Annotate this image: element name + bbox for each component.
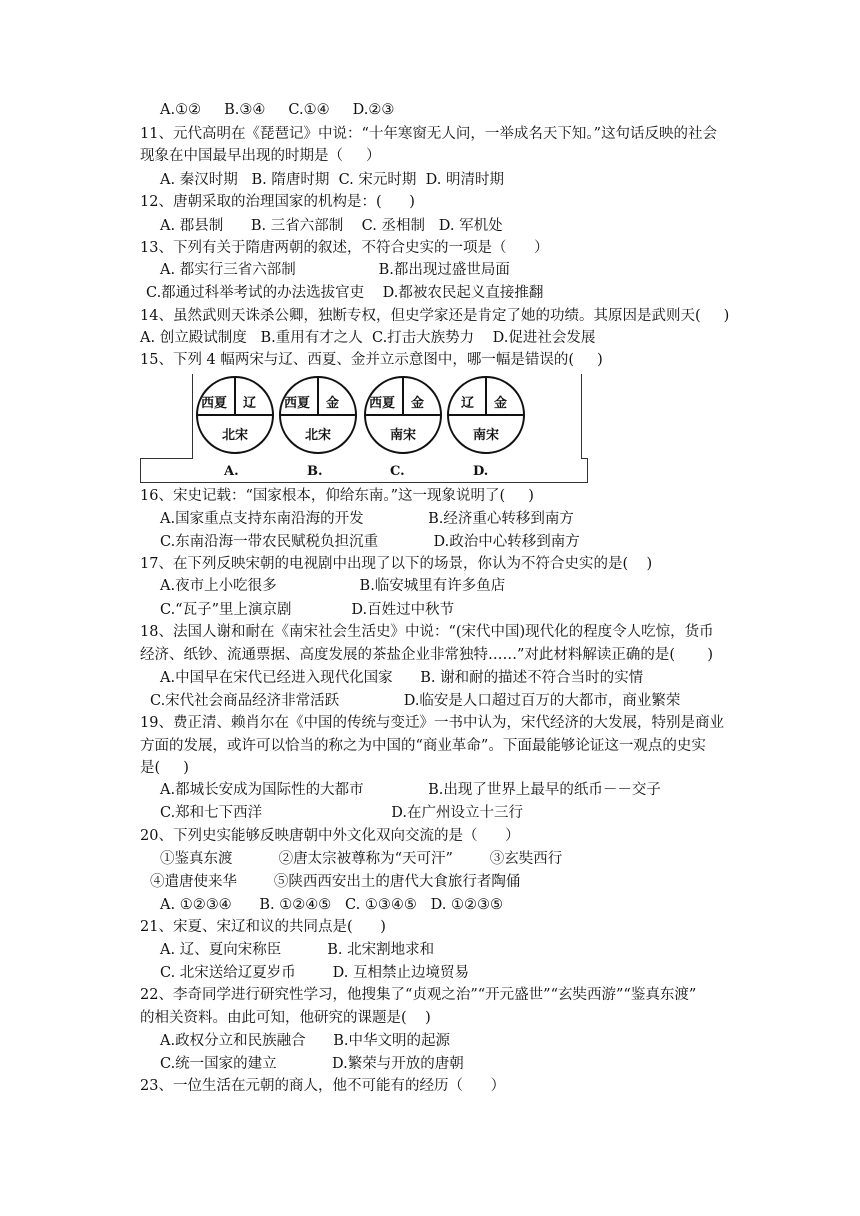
text-line: 20、下列史实能够反映唐朝中外文化双向交流的是（ ） — [140, 828, 520, 844]
text-line: C.都通过科举考试的办法选拔官吏 D.都被农民起义直接推翻 — [146, 285, 544, 301]
text-line: A. 辽、夏向宋称臣 B. 北宋割地求和 — [160, 942, 435, 958]
text-line: 11、元代高明在《琵琶记》中说：“十年寒窗无人问，一举成名天下知。”这句话反映的社会 — [140, 126, 718, 142]
text-line: 16、宋史记载：“国家根本，仰给东南。”这一现象说明了( ) — [140, 488, 534, 504]
circle-top-right-label: 金 — [494, 396, 508, 411]
text-line: 14、虽然武则天诛杀公卿，独断专权，但史学家还是肯定了她的功绩。其原因是武则天( ) — [140, 308, 730, 324]
text-line: 13、下列有关于隋唐两朝的叙述，不符合史实的一项是（ ） — [140, 240, 549, 256]
circle-top-right-label: 金 — [326, 396, 340, 411]
text-line: 23、一位生活在元朝的商人，他不可能有的经历（ ） — [140, 1078, 506, 1094]
text-line: 的相关资料。由此可知，他研究的课题是( ) — [140, 1010, 431, 1026]
circle-top-right-label: 金 — [411, 396, 425, 411]
circle-bottom-label: 南宋 — [390, 428, 417, 443]
text-line: C.“瓦子”里上演京剧 D.百姓过中秋节 — [160, 602, 455, 618]
text-line: C. 北宋送给辽夏岁币 D. 互相禁止边境贸易 — [160, 965, 469, 981]
text-line: 15、下列 4 幅两宋与辽、西夏、金并立示意图中，哪一幅是错误的( ) — [140, 352, 603, 368]
text-line: C.郑和七下西洋 D.在广州设立十三行 — [160, 805, 523, 821]
diagram-circle-c — [364, 376, 442, 454]
diagram-circle-d — [447, 376, 525, 454]
circle-top-left-label: 西夏 — [369, 396, 396, 411]
text-line: 现象在中国最早出现的时期是（ ） — [140, 148, 381, 164]
circle-top-left-label: 辽 — [461, 396, 475, 411]
text-line: A.中国早在宋代已经进入现代化国家 B. 谢和耐的描述不符合当时的实情 — [160, 670, 644, 686]
text-line: 19、费正清、赖肖尔在《中国的传统与变迁》一书中认为，宋代经济的大发展，特别是商业 — [140, 715, 724, 731]
text-line: A.都城长安成为国际性的大都市 B.出现了世界上最早的纸币－－交子 — [160, 782, 661, 798]
text-line: 22、李奇同学进行研究性学习，他搜集了“贞观之治”“开元盛世”“玄奘西游”“鉴真东渡” — [140, 987, 697, 1003]
text-line: A.国家重点支持东南沿海的开发 B.经济重心转移到南方 — [160, 511, 574, 527]
circle-bottom-label: 南宋 — [473, 428, 500, 443]
circle-top-left-label: 西夏 — [284, 396, 311, 411]
song-map-figure — [140, 374, 588, 484]
text-line: 经济、纸钞、流通票据、高度发展的茶盐企业非常独特……”对此材料解读正确的是( ) — [140, 647, 713, 663]
option-label-b: B. — [307, 464, 323, 479]
text-line: A. 秦汉时期 B. 隋唐时期 C. 宋元时期 D. 明清时期 — [160, 172, 504, 188]
text-line: A.夜市上小吃很多 B.临安城里有许多鱼店 — [160, 578, 506, 594]
option-label-c: C. — [390, 464, 405, 479]
option-label-d: D. — [473, 464, 489, 479]
text-line: C.统一国家的建立 D.繁荣与开放的唐朝 — [160, 1056, 464, 1072]
text-line: 方面的发展，或许可以恰当的称之为中国的“商业革命”。下面最能够论证这一观点的史实 — [140, 738, 706, 754]
text-line: C.东南沿海一带农民赋税负担沉重 D.政治中心转移到南方 — [160, 534, 580, 550]
text-line: A. 创立殿试制度 B.重用有才之人 C.打击大族势力 D.促进社会发展 — [140, 330, 596, 346]
text-line: ④遣唐使来华 ⑤陕西西安出土的唐代大食旅行者陶俑 — [150, 874, 521, 890]
circle-bottom-label: 北宋 — [305, 428, 332, 443]
text-line: C.宋代社会商品经济非常活跃 D.临安是人口超过百万的大都市，商业繁荣 — [150, 693, 681, 709]
text-line: A. 都实行三省六部制 B.都出现过盛世局面 — [160, 262, 510, 278]
text-line: ①鉴真东渡 ②唐太宗被尊称为“天可汗” ③玄奘西行 — [160, 851, 563, 867]
diagram-circle-a — [196, 376, 274, 454]
text-line: A.政权分立和民族融合 B.中华文明的起源 — [160, 1033, 450, 1049]
circle-top-left-label: 西夏 — [201, 396, 228, 411]
text-line: A.①② B.③④ C.①④ D.②③ — [160, 102, 395, 118]
circle-top-right-label: 辽 — [243, 396, 257, 411]
option-label-a: A. — [224, 464, 239, 479]
text-line: 21、宋夏、宋辽和议的共同点是( ) — [140, 919, 386, 935]
text-line: A. 郡县制 B. 三省六部制 C. 丞相制 D. 军机处 — [160, 218, 503, 234]
text-line: A. ①②③④ B. ①②④⑤ C. ①③④⑤ D. ①②③⑤ — [160, 897, 503, 913]
circle-bottom-label: 北宋 — [222, 428, 249, 443]
figure-frame-bottom — [140, 458, 588, 483]
diagram-circle-b — [279, 376, 357, 454]
text-line: 17、在下列反映宋朝的电视剧中出现了以下的场景，你认为不符合史实的是( ) — [140, 556, 653, 572]
text-line: 12、唐朝采取的治理国家的机构是：( ) — [140, 194, 415, 210]
text-line: 18、法国人谢和耐在《南宋社会生活史》中说：“(宋代中国)现代化的程度令人吃惊，货币 — [140, 624, 714, 640]
text-line: 是( ) — [140, 760, 189, 776]
